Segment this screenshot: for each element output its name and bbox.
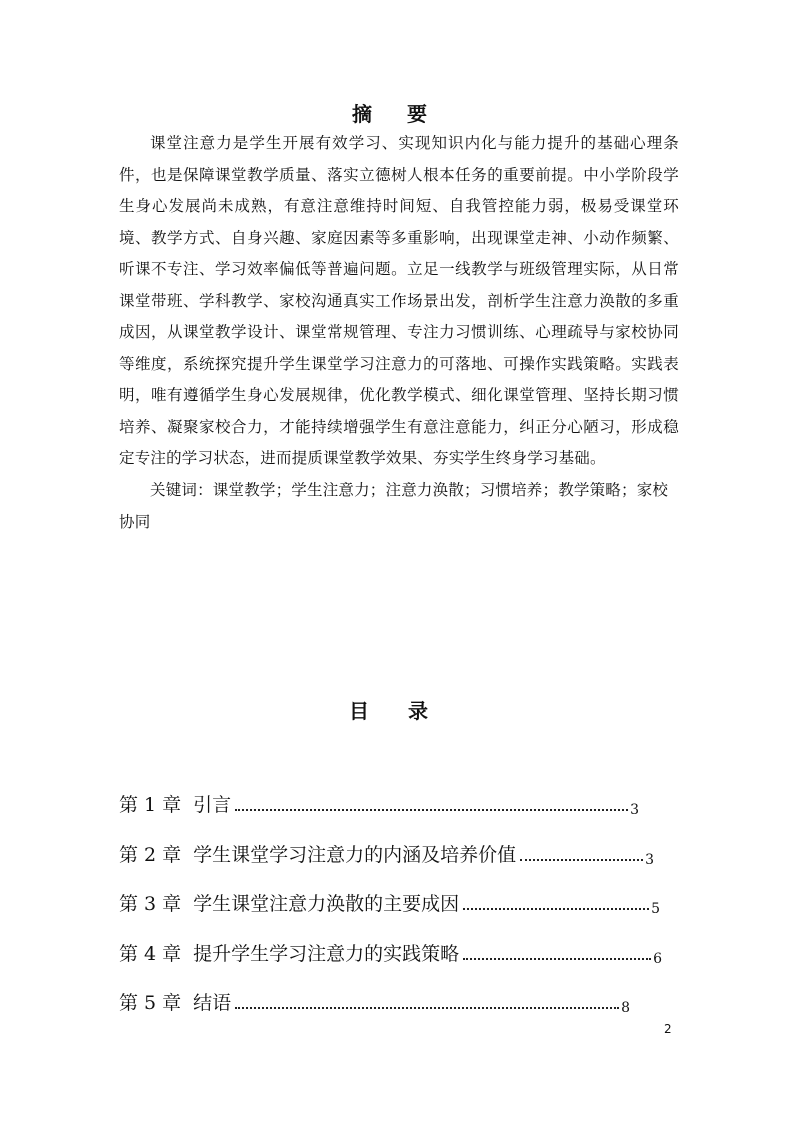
toc-dot-leader [463, 957, 651, 960]
page-number: 2 [664, 1022, 672, 1036]
toc-chapter-number: 第 2 章 [119, 844, 182, 866]
toc-page-number: 5 [651, 901, 660, 917]
toc-page-number: 3 [645, 852, 654, 868]
toc-dot-leader [463, 907, 649, 910]
keywords-line: 关键词：课堂教学；学生注意力；注意力涣散；习惯培养；教学策略；家校协同 [119, 481, 669, 531]
toc-chapter-number: 第 3 章 [119, 893, 182, 915]
toc-chapter-number: 第 1 章 [119, 794, 182, 816]
toc-entry-chapter-5[interactable] [119, 988, 630, 1018]
abstract-body: 课堂注意力是学生开展有效学习、实现知识内化与能力提升的基础心理条件，也是保障课堂教学质量、落实立德树人根本任务的重要前提。中小学阶段学生身心发展尚未成熟，有意注意维持时间短、自我管控能力弱，极易受课堂环境、教学方式、自身兴趣、家庭因素等多重影响，出现课堂走神、小动作频繁、听课不专注、学习效率偏低等普遍问题。立足一线教学与班级管理实际，从日常课堂带班、学科教学、家校沟通真实工作场景出发，剖析学生注意力涣散的多重成因，从课堂教学设计、课堂常规管理、专注力习惯训练、心理疏导与家校协同等维度，系统探究提升学生课堂学习注意力的可落地、可操作实践策略。实践表明，唯有遵循学生身心发展规律，优化教学模式、细化课堂管理、坚持长期习惯培养、凝聚家校合力，才能持续增强学生有意注意能力，纠正分心陋习，形成稳定专注的学习状态，进而提质课堂教学效果、夯实学生终身学习基础。 [119, 134, 679, 467]
toc-entry-chapter-2[interactable] [119, 840, 654, 870]
toc-chapter-number: 第 4 章 [119, 943, 182, 965]
toc-chapter-title: 学生课堂注意力涣散的主要成因 [193, 893, 460, 915]
toc-chapter-title: 学生课堂学习注意力的内涵及培养价值 [193, 844, 517, 866]
toc-title: 目 录 [349, 699, 444, 723]
toc-chapter-number: 第 5 章 [119, 992, 182, 1014]
toc-chapter-title: 结语 [193, 992, 232, 1014]
toc-page-number: 6 [653, 951, 662, 967]
toc-chapter-title: 引言 [193, 794, 232, 816]
toc-chapter-title: 提升学生学习注意力的实践策略 [193, 943, 460, 965]
toc-entry-chapter-3[interactable] [119, 889, 660, 919]
toc-dot-leader [235, 808, 628, 811]
toc-page-number: 8 [621, 1000, 630, 1016]
toc-page-number: 3 [630, 802, 639, 818]
toc-entry-chapter-4[interactable] [119, 939, 662, 969]
toc-dot-leader [235, 1006, 619, 1009]
abstract-title: 摘 要 [352, 102, 441, 126]
toc-entry-chapter-1[interactable] [119, 790, 639, 820]
toc-dot-leader [520, 858, 643, 861]
